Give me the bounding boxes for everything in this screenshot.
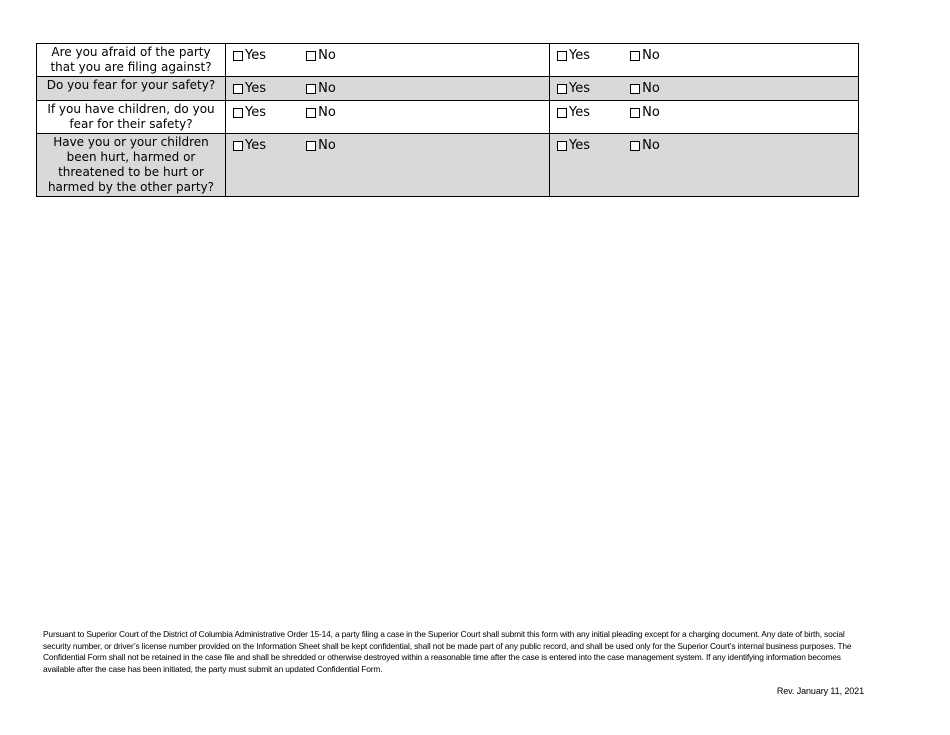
checkbox-icon xyxy=(630,51,640,61)
checkbox-icon xyxy=(306,84,316,94)
yes-checkbox[interactable] xyxy=(233,138,301,154)
checkbox-icon xyxy=(630,108,640,118)
yes-checkbox[interactable] xyxy=(233,105,301,121)
checkbox-icon xyxy=(557,141,567,151)
yes-label: Yes xyxy=(569,81,590,96)
checkbox-icon xyxy=(630,84,640,94)
answer-cell-party-1 xyxy=(226,101,550,134)
yes-label: Yes xyxy=(245,81,266,96)
answer-cell-party-2 xyxy=(550,134,859,197)
answer-cell-party-1 xyxy=(226,77,550,101)
yes-label: Yes xyxy=(245,105,266,120)
checkbox-icon xyxy=(306,51,316,61)
no-label: No xyxy=(318,105,336,120)
revision-date: Rev. January 11, 2021 xyxy=(776,686,864,696)
no-label: No xyxy=(642,48,660,63)
no-checkbox[interactable] xyxy=(306,105,336,121)
no-label: No xyxy=(642,138,660,153)
checkbox-icon xyxy=(557,51,567,61)
no-checkbox[interactable] xyxy=(630,138,660,154)
no-checkbox[interactable] xyxy=(306,138,336,154)
answer-cell-party-1 xyxy=(226,134,550,197)
yes-checkbox[interactable] xyxy=(557,105,625,121)
question-row-fear-for-safety xyxy=(37,77,859,101)
no-checkbox[interactable] xyxy=(630,105,660,121)
no-label: No xyxy=(318,81,336,96)
checkbox-icon xyxy=(306,108,316,118)
checkbox-icon xyxy=(233,141,243,151)
no-label: No xyxy=(642,105,660,120)
checkbox-icon xyxy=(233,84,243,94)
question-row-children-safety xyxy=(37,101,859,134)
answer-cell-party-2 xyxy=(550,77,859,101)
yes-label: Yes xyxy=(569,105,590,120)
yes-checkbox[interactable] xyxy=(557,81,625,97)
question-label: If you have children, do you fear for their safety? xyxy=(37,101,226,134)
no-label: No xyxy=(642,81,660,96)
confidentiality-notice: Pursuant to Superior Court of the District of Columbia Administrative Order 15-14, a party filing a case in the Superior Court shall submit this form with any initial pleading except for a charging document. Any date of birth, social security number, or driver’s license number provided on the Information Sheet shall be kept confidential, shall not be made part of any public record, and shall be used only for the Superior Court’s internal business purposes. The Confidential Form shall not be retained in the case file and shall be shredded or otherwise destroyed within a reasonable time after the case is entered into the case management system. If any identifying information becomes available after the case has been initiated, the party must submit an updated Confidential Form. xyxy=(43,629,852,674)
question-row-afraid-of-party xyxy=(37,44,859,77)
safety-questions-table xyxy=(36,43,859,197)
yes-label: Yes xyxy=(245,138,266,153)
answer-cell-party-2 xyxy=(550,101,859,134)
no-label: No xyxy=(318,138,336,153)
no-checkbox[interactable] xyxy=(630,81,660,97)
checkbox-icon xyxy=(557,108,567,118)
yes-checkbox[interactable] xyxy=(557,48,625,64)
question-label: Have you or your children been hurt, harmed or threatened to be hurt or harmed by the other party? xyxy=(37,134,226,197)
yes-checkbox[interactable] xyxy=(233,48,301,64)
checkbox-icon xyxy=(557,84,567,94)
no-checkbox[interactable] xyxy=(306,48,336,64)
yes-label: Yes xyxy=(569,138,590,153)
yes-checkbox[interactable] xyxy=(233,81,301,97)
yes-label: Yes xyxy=(245,48,266,63)
checkbox-icon xyxy=(233,108,243,118)
answer-cell-party-1 xyxy=(226,44,550,77)
question-label: Do you fear for your safety? xyxy=(37,77,226,101)
yes-checkbox[interactable] xyxy=(557,138,625,154)
question-label: Are you afraid of the party that you are filing against? xyxy=(37,44,226,77)
no-checkbox[interactable] xyxy=(306,81,336,97)
no-checkbox[interactable] xyxy=(630,48,660,64)
checkbox-icon xyxy=(233,51,243,61)
answer-cell-party-2 xyxy=(550,44,859,77)
checkbox-icon xyxy=(630,141,640,151)
yes-label: Yes xyxy=(569,48,590,63)
no-label: No xyxy=(318,48,336,63)
checkbox-icon xyxy=(306,141,316,151)
question-row-hurt-or-threatened xyxy=(37,134,859,197)
